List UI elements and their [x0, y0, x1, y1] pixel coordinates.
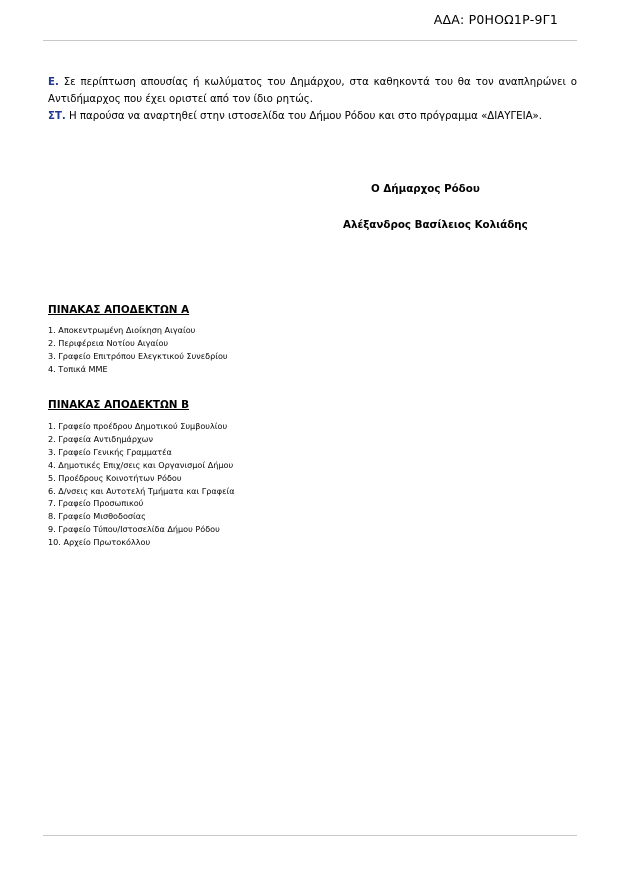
list-item: 10. Αρχείο Πρωτοκόλλου [48, 537, 151, 548]
decision-body [48, 74, 577, 125]
list-item: 1. Γραφείο προέδρου Δημοτικού Συμβουλίου [48, 421, 228, 431]
recipients-b-list [48, 420, 235, 549]
header-divider [43, 40, 577, 41]
list-item: 5. Προέδρους Κοινοτήτων Ρόδου [48, 472, 182, 483]
ada-code: ΑΔΑ: Ρ0ΗΟΩ1Ρ-9Γ1 [433, 12, 558, 27]
paragraph-e-text: Σε περίπτωση απουσίας ή κωλύματος του Δημάρχου, στα καθηκοντά του θα τον αναπληρώνει ο Αντιδήμαρχος που έχει οριστεί από τον ίδιο ρητώς. [48, 77, 577, 105]
list-item: 3. Γραφείο Γενικής Γραμματέα [48, 446, 172, 457]
paragraph-st [48, 108, 577, 125]
list-item: 4. Τοπικά ΜΜΕ [48, 363, 108, 374]
list-item: 2. Γραφεία Αντιδημάρχων [48, 433, 153, 444]
recipients-a-title: ΠΙΝΑΚΑΣ ΑΠΟΔΕΚΤΩΝ Α [48, 304, 190, 316]
signature-title: Ο Δήμαρχος Ρόδου [371, 183, 480, 195]
paragraph-e [48, 74, 577, 108]
signature-name: Αλέξανδρος Βασίλειος Κολιάδης [343, 219, 528, 231]
list-item: 7. Γραφείο Προσωπικού [48, 498, 144, 509]
list-item: 6. Δ/νσεις και Αυτοτελή Τμήματα και Γραφεία [48, 485, 235, 496]
list-item: 2. Περιφέρεια Νοτίου Αιγαίου [48, 337, 169, 348]
list-item: 8. Γραφείο Μισθοδοσίας [48, 511, 146, 522]
list-item: 1. Αποκεντρωμένη Διοίκηση Αιγαίου [48, 325, 196, 335]
recipients-b-title: ΠΙΝΑΚΑΣ ΑΠΟΔΕΚΤΩΝ Β [48, 399, 190, 411]
paragraph-st-label: ΣΤ. [48, 111, 66, 122]
list-item: 3. Γραφείο Επιτρόπου Ελεγκτικού Συνεδρίου [48, 350, 228, 361]
list-item: 9. Γραφείο Τύπου/Ιστοσελίδα Δήμου Ρόδου [48, 524, 220, 535]
footer-divider [43, 835, 577, 836]
paragraph-st-text: Η παρούσα να αναρτηθεί στην ιστοσελίδα του Δήμου Ρόδου και στο πρόγραμμα «ΔΙΑΥΓΕΙΑ». [65, 111, 543, 122]
recipients-a-list [48, 324, 228, 376]
paragraph-e-label: Ε. [48, 77, 59, 88]
list-item: 4. Δημοτικές Επιχ/σεις και Οργανισμοί Δήμου [48, 459, 234, 470]
